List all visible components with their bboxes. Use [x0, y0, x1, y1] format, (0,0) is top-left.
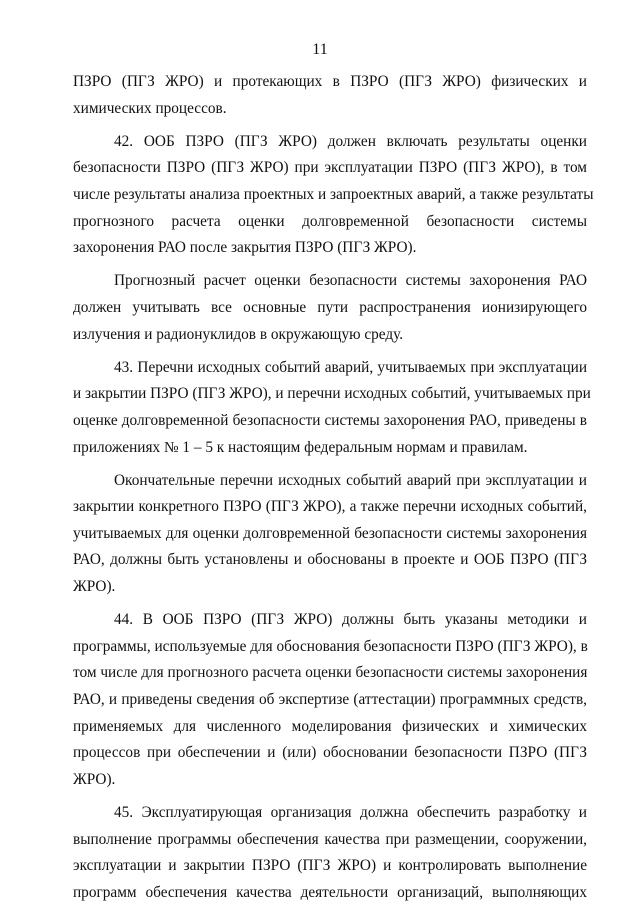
text-line: 44. В ООБ ПЗРО (ПГЗ ЖРО) должны быть указаны методики и	[114, 611, 587, 629]
text-line: учитываемых для оценки долговременной безопасности системы захоронения	[73, 524, 587, 542]
text-line: химических процессов.	[73, 99, 227, 117]
body-text	[73, 69, 594, 906]
page-number: 11	[312, 41, 328, 58]
text-line: закрытии конкретного ПЗРО (ПГЗ ЖРО), а также перечни исходных событий,	[73, 498, 587, 516]
text-line: программ обеспечения качества деятельности организаций, выполняющих	[73, 883, 587, 901]
text-line: том числе для прогнозного расчета оценки безопасности системы захоронения	[73, 664, 588, 682]
text-line: захоронения РАО после закрытия ПЗРО (ПГЗ ЖРО).	[73, 239, 417, 257]
text-line: ПЗРО (ПГЗ ЖРО) и протекающих в ПЗРО (ПГЗ ЖРО) физических и	[73, 73, 587, 90]
text-line: излучения и радионуклидов в окружающую среду.	[73, 325, 404, 343]
text-line: приложениях № 1 – 5 к настоящим федеральным нормам и правилам.	[73, 438, 528, 456]
text-line: 45. Эксплуатирующая организация должна обеспечить разработку и	[114, 804, 587, 821]
text-line: процессов при обеспечении и (или) обосновании безопасности ПЗРО (ПГЗ	[73, 744, 587, 762]
paragraph-continuation	[73, 69, 587, 122]
text-line: РАО, и приведены сведения об экспертизе (аттестации) программных средств,	[73, 691, 587, 709]
text-line: Окончательные перечни исходных событий аварий при эксплуатации и	[114, 471, 587, 489]
text-line: программы, используемые для обоснования безопасности ПЗРО (ПГЗ ЖРО), в	[73, 637, 588, 655]
text-line: Прогнозный расчет оценки безопасности системы захоронения РАО	[114, 272, 587, 290]
text-line: числе результаты анализа проектных и запроектных аварий, а также результаты	[73, 185, 594, 203]
paragraph-item-44	[73, 607, 587, 793]
paragraph-item-45	[73, 800, 587, 906]
text-line: 42. ООБ ПЗРО (ПГЗ ЖРО) должен включать результаты оценки	[114, 132, 587, 150]
paragraph-item-43	[73, 355, 591, 461]
text-line: безопасности ПЗРО (ПГЗ ЖРО) при эксплуатации ПЗРО (ПГЗ ЖРО), в том	[73, 159, 587, 177]
text-line: ЖРО).	[73, 578, 116, 596]
text-line: должен учитывать все основные пути распространения ионизирующего	[73, 298, 587, 316]
text-line: 43. Перечни исходных событий аварий, учитываемых при эксплуатации	[114, 358, 587, 376]
text-line: эксплуатации и закрытии ПЗРО (ПГЗ ЖРО) и контролировать выполнение	[73, 857, 587, 875]
text-line: ЖРО).	[73, 770, 116, 788]
text-line: применяемых для численного моделирования физических и химических	[73, 717, 587, 735]
text-line: прогнозного расчета оценки долговременной безопасности системы	[73, 212, 587, 230]
text-line: РАО, должны быть установлены и обоснованы в проекте и ООБ ПЗРО (ПГЗ	[73, 551, 587, 569]
text-line: оценке долговременной безопасности системы захоронения РАО, приведены в	[73, 411, 587, 429]
text-line: и закрытии ПЗРО (ПГЗ ЖРО), и перечни исходных событий, учитываемых при	[73, 385, 591, 403]
text-line: выполнение программы обеспечения качества при размещении, сооружении,	[73, 830, 587, 848]
paragraph-item-42	[73, 129, 594, 262]
paragraph-forecast-calculation	[73, 268, 587, 348]
paragraph-final-lists	[73, 468, 587, 601]
